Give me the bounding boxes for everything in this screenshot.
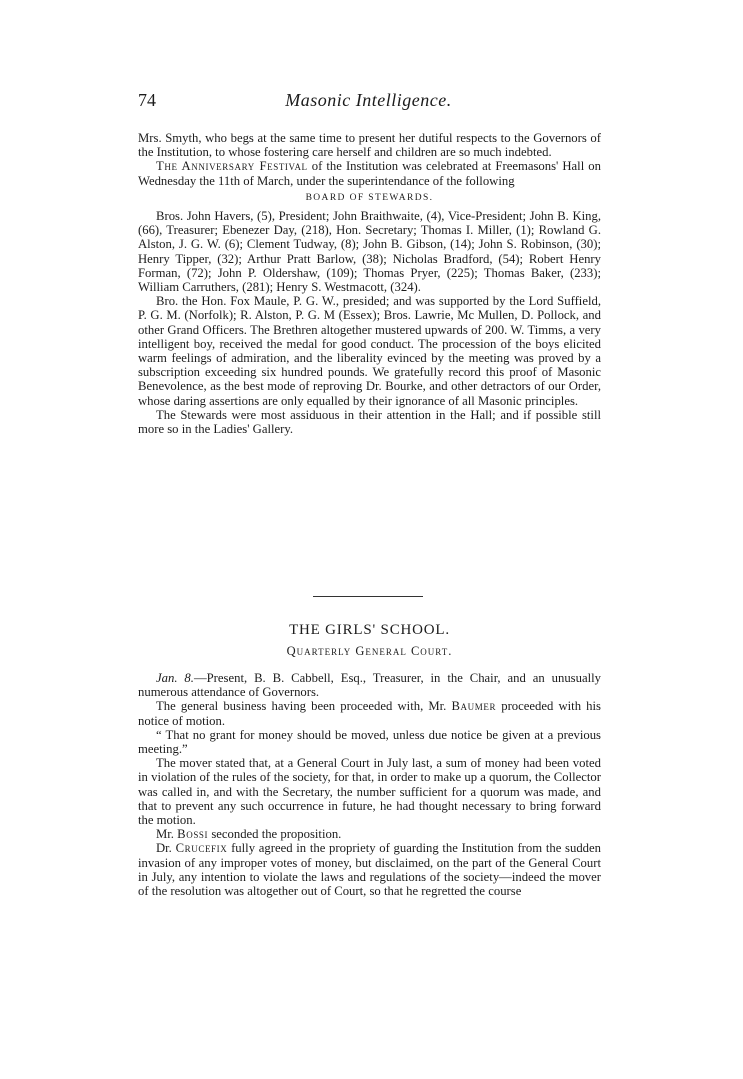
general-business-text-end: proceeded with his notice of motion. — [138, 699, 601, 728]
paragraph-smyth: Mrs. Smyth, who begs at the same time to present her dutiful respects to the Governors of the Institution, to whose fostering care herself and children are so much indebted. — [138, 131, 601, 160]
page-number: 74 — [138, 90, 156, 110]
paragraph-motion-quote: “ That no grant for money should be moved, unless due notice be given at a previous meeting.” — [138, 727, 601, 757]
stewards-section — [138, 131, 601, 436]
general-business-text: The general business having been proceeded with, Mr. — [156, 699, 452, 714]
page-header — [138, 90, 599, 114]
paragraph-general-business — [138, 699, 601, 727]
crucefix-text: fully agreed in the propriety of guarding the Institution from the sudden invasion of any improper votes of money, but disclaimed, on the part of the General Court in July, any intention to violate the laws and regulations of the society—indeed the mover of the resolution was altogether out of Court, so that he regretted the course — [138, 841, 601, 899]
girls-school-title: THE GIRLS' SCHOOL. — [289, 622, 450, 638]
jan-8-text: —Present, B. B. Cabbell, Esq., Treasurer, in the Chair, and an unusually numerous attendance of Governors. — [138, 671, 601, 700]
bossi-prefix: Mr. — [156, 827, 178, 842]
board-of-stewards-heading: BOARD OF STEWARDS. — [305, 192, 434, 203]
paragraph-anniversary — [138, 159, 601, 187]
name-baumer: Baumer — [451, 699, 497, 714]
paragraph-mover-statement: The mover stated that, at a General Court in July last, a sum of money had been voted in violation of the rules of the society, for that, in order to make up a quorum, the Collector was called in, and with the Secretary, the number sufficient for a quorum was made, and that to prevent any such occurrence in future, he had thought necessary to bring forward the motion. — [138, 756, 601, 828]
paragraph-jan-8 — [138, 671, 601, 699]
paragraph-festival-report: Bro. the Hon. Fox Maule, P. G. W., presided; and was supported by the Lord Suffield, P. G. M. (Norfolk); R. Alston, P. G. M (Essex); Bros. Lawrie, Mc Mullen, D. Pollock, and other Grand Officers. The Brethren altogether mustered upwards of 200. W. Timms, a very intelligent boy, received the medal for good conduct. The procession of the boys elicited warm feelings of admiration, and the liberality evinced by the meeting was proved by a subscription exceeding six hundred pounds. We gratefully record this proof of Masonic Benevolence, as the best mode of reproving Dr. Bourke, and other detractors of our Order, whose daring assertions are only equalled by their ignorance of all Masonic principles. — [138, 294, 601, 408]
quarterly-court-subtitle: Quarterly General Court. — [286, 644, 453, 658]
crucefix-prefix: Dr. — [156, 841, 176, 856]
name-crucefix: Crucefix — [175, 841, 228, 856]
bossi-text: seconded the proposition. — [208, 827, 342, 842]
running-title: Masonic Intelligence. — [285, 90, 452, 110]
name-bossi: Bossi — [177, 827, 209, 842]
girls-school-section — [138, 671, 601, 898]
anniversary-text: of the Institution was celebrated at Freemasons' Hall on Wednesday the 11th of March, under the superintendance of the following — [138, 159, 601, 188]
paragraph-stewards-list: Bros. John Havers, (5), President; John Braithwaite, (4), Vice-President; John B. King, (66), Treasurer; Ebenezer Day, (218), Hon. Secretary; Thomas I. Miller, (1); Rowland G. Alston, J. G. W. (6); Clement Tudway, (8); John B. Gibson, (14); John S. Robinson, (30); Henry Tipper, (32); Arthur Pratt Barlow, (38); Nicholas Bradford, (54); Robert Henry Forman, (72); John P. Oldershaw, (109); Thomas Pryer, (225); Thomas Baker, (233); William Carruthers, (281); Henry S. Westmacott, (324). — [138, 209, 601, 295]
paragraph-bossi — [138, 827, 601, 841]
paragraph-stewards-attention: The Stewards were most assiduous in their attention in the Hall; and if possible still more so in the Ladies' Gallery. — [138, 407, 601, 437]
anniversary-festival-label: The Anniversary Festival — [156, 159, 308, 174]
section-divider — [313, 596, 423, 597]
date-label: Jan. 8. — [156, 671, 194, 685]
paragraph-crucefix — [138, 841, 601, 898]
